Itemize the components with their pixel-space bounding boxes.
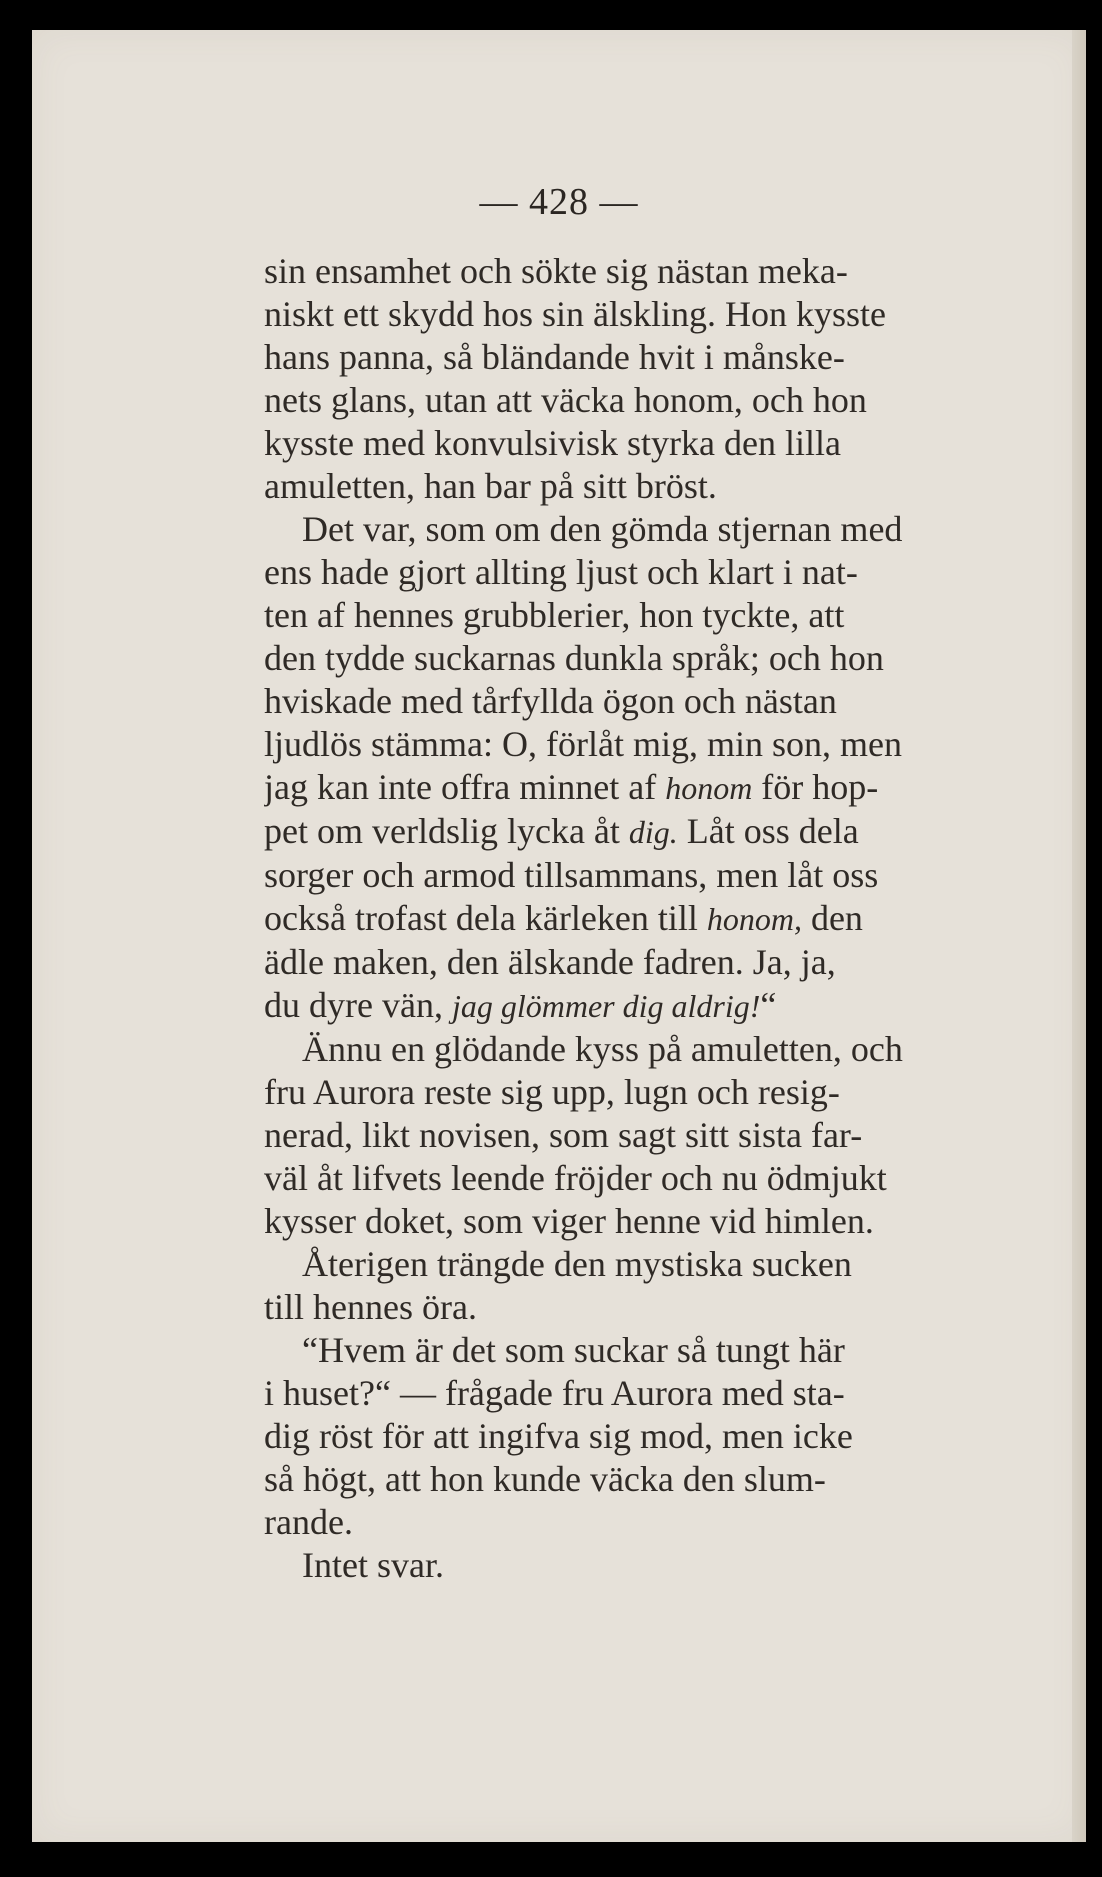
text-line: “Hvem är det som suckar så tungt här	[302, 1330, 845, 1370]
text-segment: du dyre vän,	[264, 985, 452, 1025]
text-line: dig röst för att ingifva sig mod, men icke	[264, 1416, 853, 1456]
text-segment: den	[801, 898, 863, 938]
text-segment: pet om verldslig lycka åt	[264, 811, 629, 851]
italic-text-segment: honom	[665, 770, 753, 806]
page-number: — 428 —	[479, 181, 639, 223]
text-line: Det var, som om den gömda stjernan med	[302, 509, 903, 549]
italic-text-segment: jag glömmer dig aldrig!	[451, 988, 761, 1024]
text-line: ädle maken, den älskande fadren. Ja, ja,	[264, 942, 836, 982]
text-segment: också trofast dela kärleken till	[264, 898, 707, 938]
text-line: rande.	[264, 1502, 353, 1542]
text-line: nets glans, utan att väcka honom, och hon	[264, 380, 867, 420]
italic-text-segment: honom,	[706, 901, 802, 937]
text-line: kysste med konvulsivisk styrka den lilla	[264, 423, 841, 463]
text-line: nerad, likt novisen, som sagt sitt sista far-	[264, 1115, 863, 1155]
text-segment: för hop-	[752, 767, 879, 807]
text-line: den tydde suckarnas dunkla språk; och hon	[264, 638, 884, 678]
text-line: sorger och armod tillsammans, men låt oss	[264, 855, 879, 895]
text-line: ten af hennes grubblerier, hon tyckte, att	[264, 595, 845, 635]
text-line: väl åt lifvets leende fröjder och nu ödmjukt	[264, 1158, 887, 1198]
text-segment: Låt oss dela	[677, 811, 859, 851]
book-page	[32, 30, 1086, 1842]
text-line: ljudlös stämma: O, förlåt mig, min son, men	[264, 724, 902, 764]
text-line: ens hade gjort allting ljust och klart i nat-	[264, 552, 858, 592]
text-line: hviskade med tårfyllda ögon och nästan	[264, 681, 837, 721]
text-line: i huset?“ — frågade fru Aurora med sta-	[264, 1373, 845, 1413]
text-line	[264, 984, 1086, 1028]
text-line: hans panna, så bländande hvit i månske-	[264, 337, 845, 377]
text-line: kysser doket, som viger henne vid himlen.	[264, 1201, 874, 1241]
text-line	[264, 897, 1086, 941]
text-line: Återigen trängde den mystiska sucken	[302, 1244, 852, 1284]
text-segment: jag kan inte offra minnet af	[264, 767, 666, 807]
text-line: fru Aurora reste sig upp, lugn och resig-	[264, 1072, 840, 1112]
text-line	[264, 810, 1086, 854]
text-line: amuletten, han bar på sitt bröst.	[264, 466, 717, 506]
text-line	[264, 766, 1086, 810]
text-line: sin ensamhet och sökte sig nästan meka-	[264, 251, 848, 291]
body-text	[264, 250, 1086, 1587]
italic-text-segment: dig.	[628, 814, 678, 850]
text-line: niskt ett skydd hos sin älskling. Hon kysste	[264, 294, 887, 334]
text-segment: “	[760, 985, 777, 1025]
text-line: Intet svar.	[302, 1545, 444, 1585]
text-line: så högt, att hon kunde väcka den slum-	[264, 1459, 826, 1499]
text-line: Ännu en glödande kyss på amuletten, och	[302, 1029, 903, 1069]
text-line: till hennes öra.	[264, 1287, 477, 1327]
